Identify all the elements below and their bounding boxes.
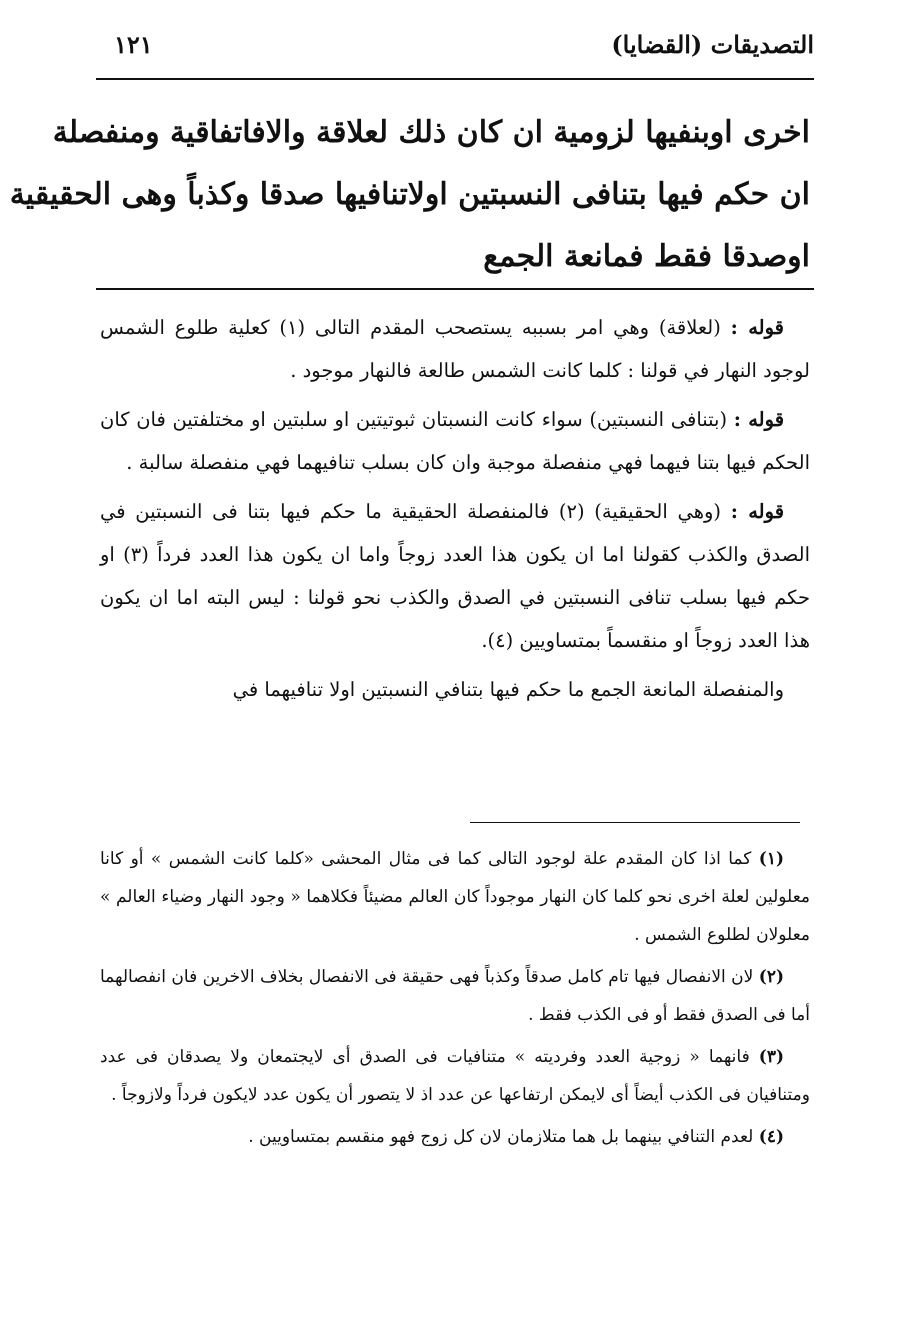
footnote-number: (٣)	[758, 1047, 785, 1067]
commentary-paragraph	[100, 398, 810, 484]
main-text-line: اوصدقا فقط فمانعة الجمع	[483, 239, 810, 274]
main-text-rule	[96, 288, 814, 290]
footnote-text: لان الانفصال فيها تام كامل صدقاً وكذباً فهى حقيقة فى الانفصال بخلاف الاخرين فان انفصالهما أما فى الصدق فقط أو فى الكذب فقط .	[100, 967, 810, 1025]
header-rule	[96, 78, 814, 80]
footnote-text: فانهما « زوجية العدد وفرديته » متنافيات فى الصدق أى لايجتمعان ولا يصدقان فى عدد ومتنافيان فى الكذب أيضاً أى لايمكن ارتفاعها عن عدد اذ لا يتصور أن يكون عدد لايكون فرداً ولازوجاً .	[100, 1047, 810, 1105]
running-head	[96, 30, 814, 70]
footnote	[100, 1038, 810, 1114]
commentary-text: (بتنافى النسبتين) سواء كانت النسبتان ثبوتيتين او سلبتين او مختلفتين فان كان الحكم فيها بتنا فيهما فهي منفصلة موجبة وان كان بسلب تنافيهما فهي منفصلة سالبة .	[100, 408, 810, 474]
footnote-number: (٢)	[758, 967, 785, 987]
footnote-rule	[470, 822, 800, 823]
footnote-number: (١)	[758, 849, 784, 869]
footnote	[100, 1118, 810, 1156]
main-text	[9, 102, 810, 288]
running-title: التصديقات (القضايا)	[611, 30, 814, 59]
commentary-lead: قوله :	[730, 500, 785, 523]
commentary	[100, 306, 810, 717]
footnote	[100, 840, 810, 954]
footnote-text: كما اذا كان المقدم علة لوجود التالى كما فى مثال المحشى «كلما كانت الشمس » أو كانا معلولين لعلة اخرى نحو كلما كان النهار موجوداً كان العالم مضيئاً فكلاهما « وجود النهار وضياء العالم » معلولان لطلوع الشمس .	[100, 849, 810, 945]
commentary-lead: قوله :	[733, 408, 785, 431]
footnote-text: لعدم التنافي بينهما بل هما متلازمان لان كل زوج فهو منقسم بمتساويين .	[248, 1127, 754, 1147]
page-number: ١٢١	[114, 30, 153, 59]
commentary-paragraph	[100, 490, 810, 662]
commentary-text: (لعلاقة) وهي امر بسببه يستصحب المقدم التالى (١) كعلية طلوع الشمس لوجود النهار في قولنا : كلما كانت الشمس طالعة فالنهار موجود .	[100, 316, 810, 382]
commentary-paragraph	[100, 306, 810, 392]
footnotes	[100, 840, 810, 1160]
commentary-lead: قوله :	[730, 316, 784, 339]
commentary-text: (وهي الحقيقية) (٢) فالمنفصلة الحقيقية ما حكم فيها بتنا فى النسبتين في الصدق والكذب كقولنا اما ان يكون هذا العدد زوجاً واما ان يكون هذا العدد فرداً (٣) او حكم فيها بسلب تنافى النسبتين في الصدق والكذب نحو قولنا : ليس البته اما ان يكون هذا العدد زوجاً او منقسماً بمتساويين (٤).	[100, 500, 810, 652]
footnote	[100, 958, 810, 1034]
commentary-text: والمنفصلة المانعة الجمع ما حكم فيها بتنافي النسبتين اولا تنافيهما في	[232, 678, 784, 701]
commentary-paragraph	[100, 668, 810, 711]
main-text-line: ان حكم فيها بتنافى النسبتين اولاتنافيها صدقا وكذباً وهى الحقيقية	[9, 177, 810, 212]
main-text-line: اخرى اوبنفيها لزومية ان كان ذلك لعلاقة والافاتفاقية ومنفصلة	[52, 115, 810, 150]
footnote-number: (٤)	[758, 1127, 784, 1147]
